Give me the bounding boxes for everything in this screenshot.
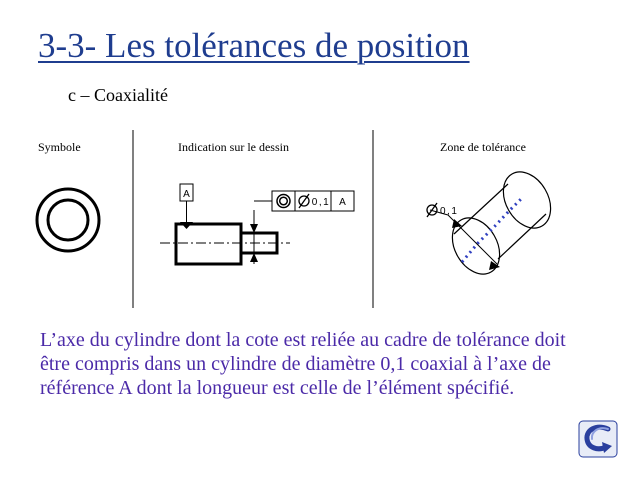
coaxiality-symbol-icon [37, 189, 99, 251]
coaxiality-small-icon [277, 195, 290, 208]
shaft-part [160, 224, 290, 264]
return-arrow-icon[interactable] [578, 420, 618, 458]
column-label-indication: Indication sur le dessin [178, 140, 289, 154]
frame-tolerance-value: 0,1 [311, 197, 331, 208]
column-label-zone: Zone de tolérance [440, 140, 526, 154]
section-subtitle: c – Coaxialité [68, 85, 168, 105]
description-text: L’axe du cylindre dont la cote est reliée au cadre de tolérance doit être compris dans un cylindre de diamètre 0,1 coaxial à l’axe de référence A dont la longueur est celle de l’élément spécifié. [40, 329, 566, 399]
diameter-icon [299, 194, 309, 208]
tolerance-zone-cylinder [427, 164, 560, 283]
tolerance-frame [272, 191, 354, 211]
datum-label: A [183, 189, 190, 200]
frame-datum-reference: A [339, 197, 346, 208]
zone-tolerance-value: 0,1 [440, 206, 459, 217]
zone-diameter-icon [427, 203, 437, 217]
column-label-symbol: Symbole [38, 140, 81, 154]
slide-title: 3-3- Les tolérances de position [38, 26, 470, 65]
datum-frame [180, 184, 193, 229]
axis-dotted-line [462, 197, 523, 262]
